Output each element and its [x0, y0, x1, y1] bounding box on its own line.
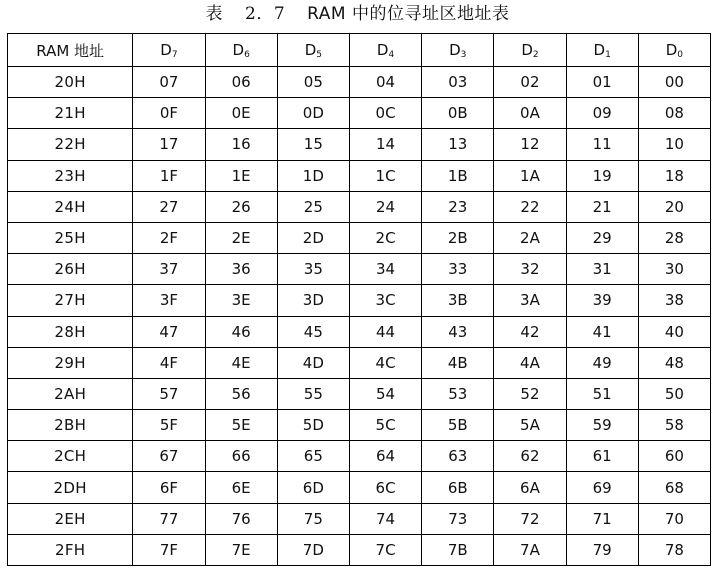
- bit-address-cell: 4B: [422, 347, 494, 378]
- header-bit-name: D: [449, 40, 461, 59]
- row-address: 2AH: [8, 378, 133, 409]
- bit-address-cell: 10: [638, 129, 710, 160]
- bit-address-cell: 43: [422, 316, 494, 347]
- bit-address-cell: 3D: [277, 285, 349, 316]
- header-bit-d0: [638, 34, 710, 67]
- header-bit-d6: [205, 34, 277, 67]
- bit-address-cell: 74: [349, 503, 421, 534]
- bit-address-cell: 32: [494, 254, 566, 285]
- bit-address-cell: 7A: [494, 534, 566, 565]
- bit-address-cell: 02: [494, 67, 566, 98]
- bit-address-cell: 42: [494, 316, 566, 347]
- bit-address-cell: 33: [422, 254, 494, 285]
- bit-address-cell: 03: [422, 67, 494, 98]
- row-address: 23H: [8, 160, 133, 191]
- row-address: 24H: [8, 191, 133, 222]
- table-row: [8, 285, 711, 316]
- header-bit-d4: [349, 34, 421, 67]
- bit-address-cell: 0D: [277, 98, 349, 129]
- row-address: 2BH: [8, 410, 133, 441]
- bit-address-cell: 37: [133, 254, 205, 285]
- bit-address-cell: 36: [205, 254, 277, 285]
- header-bit-sub: 4: [388, 49, 395, 60]
- table-body: [8, 67, 711, 566]
- bit-address-cell: 79: [566, 534, 638, 565]
- row-address: 26H: [8, 254, 133, 285]
- bit-address-cell: 30: [638, 254, 710, 285]
- header-bit-sub: 0: [677, 49, 684, 60]
- bit-address-cell: 56: [205, 378, 277, 409]
- bit-address-cell: 2B: [422, 222, 494, 253]
- header-row: [8, 34, 711, 67]
- table-row: [8, 347, 711, 378]
- bit-address-cell: 15: [277, 129, 349, 160]
- bit-address-cell: 2C: [349, 222, 421, 253]
- bit-address-cell: 72: [494, 503, 566, 534]
- bit-address-cell: 7E: [205, 534, 277, 565]
- bit-address-cell: 44: [349, 316, 421, 347]
- row-address: 28H: [8, 316, 133, 347]
- bit-address-cell: 14: [349, 129, 421, 160]
- bit-address-cell: 05: [277, 67, 349, 98]
- bit-address-cell: 5E: [205, 410, 277, 441]
- bit-address-cell: 27: [133, 191, 205, 222]
- bit-address-cell: 4D: [277, 347, 349, 378]
- caption-prefix: 表: [205, 4, 224, 24]
- bit-address-cell: 1F: [133, 160, 205, 191]
- header-bit-name: D: [160, 40, 172, 59]
- bit-address-cell: 4A: [494, 347, 566, 378]
- row-address: 2DH: [8, 472, 133, 503]
- caption-number: 2．7: [245, 4, 286, 24]
- bit-address-cell: 25: [277, 191, 349, 222]
- bit-address-cell: 6A: [494, 472, 566, 503]
- table-row: [8, 410, 711, 441]
- header-bit-sub: 7: [171, 49, 178, 60]
- header-bit-sub: 6: [244, 49, 250, 60]
- header-bit-name: D: [376, 40, 389, 59]
- bit-address-cell: 19: [566, 160, 638, 191]
- bit-address-cell: 0E: [205, 98, 277, 129]
- bit-address-cell: 59: [566, 410, 638, 441]
- table-row: [8, 441, 711, 472]
- row-address: 21H: [8, 98, 133, 129]
- bit-address-cell: 49: [566, 347, 638, 378]
- bit-address-cell: 38: [638, 285, 710, 316]
- bit-address-cell: 12: [494, 129, 566, 160]
- row-address: 20H: [8, 67, 133, 98]
- bit-address-cell: 1A: [494, 160, 566, 191]
- bit-address-cell: 17: [133, 129, 205, 160]
- bit-address-cell: 01: [566, 67, 638, 98]
- table-row: [8, 98, 711, 129]
- bit-address-cell: 7D: [277, 534, 349, 565]
- header-bit-sub: 3: [460, 49, 467, 60]
- bit-address-cell: 5D: [277, 410, 349, 441]
- bit-address-cell: 24: [349, 191, 421, 222]
- bit-address-cell: 60: [638, 441, 710, 472]
- table-row: [8, 222, 711, 253]
- bit-address-cell: 39: [566, 285, 638, 316]
- bit-address-cell: 4C: [349, 347, 421, 378]
- bit-address-cell: 5C: [349, 410, 421, 441]
- row-address: 27H: [8, 285, 133, 316]
- bit-address-cell: 46: [205, 316, 277, 347]
- bit-address-cell: 63: [422, 441, 494, 472]
- bit-address-cell: 70: [638, 503, 710, 534]
- bit-address-cell: 5A: [494, 410, 566, 441]
- bit-address-cell: 45: [277, 316, 349, 347]
- bit-address-cell: 11: [566, 129, 638, 160]
- bit-address-cell: 54: [349, 378, 421, 409]
- bit-address-cell: 07: [133, 67, 205, 98]
- bit-address-cell: 65: [277, 441, 349, 472]
- bit-address-cell: 29: [566, 222, 638, 253]
- bit-address-cell: 1D: [277, 160, 349, 191]
- table-row: [8, 472, 711, 503]
- row-address: 22H: [8, 129, 133, 160]
- bit-address-cell: 28: [638, 222, 710, 253]
- bit-address-cell: 67: [133, 441, 205, 472]
- table-row: [8, 129, 711, 160]
- bit-address-cell: 16: [205, 129, 277, 160]
- row-address: 25H: [8, 222, 133, 253]
- table-row: [8, 160, 711, 191]
- header-bit-sub: 5: [316, 49, 322, 60]
- bit-address-cell: 0B: [422, 98, 494, 129]
- bit-address-cell: 3E: [205, 285, 277, 316]
- row-address: 2EH: [8, 503, 133, 534]
- bit-address-cell: 0C: [349, 98, 421, 129]
- bit-address-cell: 40: [638, 316, 710, 347]
- bit-address-cell: 2A: [494, 222, 566, 253]
- bit-address-cell: 1C: [349, 160, 421, 191]
- bit-address-cell: 78: [638, 534, 710, 565]
- bit-address-cell: 5F: [133, 410, 205, 441]
- bit-address-cell: 20: [638, 191, 710, 222]
- bit-address-cell: 61: [566, 441, 638, 472]
- bit-address-cell: 09: [566, 98, 638, 129]
- bit-address-cell: 0F: [133, 98, 205, 129]
- bit-address-cell: 3C: [349, 285, 421, 316]
- bit-address-cell: 77: [133, 503, 205, 534]
- header-ram-address: RAM 地址: [8, 34, 133, 67]
- bit-address-cell: 3A: [494, 285, 566, 316]
- bit-address-cell: 2D: [277, 222, 349, 253]
- header-bit-sub: 1: [605, 49, 611, 60]
- header-bit-name: D: [593, 40, 606, 59]
- table-row: [8, 316, 711, 347]
- caption-ram: RAM: [307, 4, 347, 24]
- row-address: 2FH: [8, 534, 133, 565]
- bit-address-cell: 06: [205, 67, 277, 98]
- header-bit-d7: [133, 34, 205, 67]
- header-bit-d2: [494, 34, 566, 67]
- bit-address-cell: 75: [277, 503, 349, 534]
- bit-address-cell: 13: [422, 129, 494, 160]
- bit-address-cell: 64: [349, 441, 421, 472]
- header-bit-d3: [422, 34, 494, 67]
- bit-address-cell: 68: [638, 472, 710, 503]
- header-bit-d5: [277, 34, 349, 67]
- bit-address-cell: 57: [133, 378, 205, 409]
- bit-address-cell: 69: [566, 472, 638, 503]
- bit-address-cell: 5B: [422, 410, 494, 441]
- bit-address-cell: 7C: [349, 534, 421, 565]
- header-bit-name: D: [232, 40, 245, 59]
- bit-address-cell: 21: [566, 191, 638, 222]
- table-row: [8, 67, 711, 98]
- bit-address-cell: 18: [638, 160, 710, 191]
- bit-address-cell: 48: [638, 347, 710, 378]
- bit-address-cell: 62: [494, 441, 566, 472]
- bit-address-cell: 53: [422, 378, 494, 409]
- header-bit-name: D: [304, 40, 317, 59]
- bit-address-cell: 31: [566, 254, 638, 285]
- row-address: 2CH: [8, 441, 133, 472]
- bit-address-cell: 76: [205, 503, 277, 534]
- bit-address-cell: 52: [494, 378, 566, 409]
- bit-address-cell: 7F: [133, 534, 205, 565]
- bit-address-cell: 0A: [494, 98, 566, 129]
- bit-address-cell: 6C: [349, 472, 421, 503]
- bit-address-cell: 00: [638, 67, 710, 98]
- bit-address-cell: 6E: [205, 472, 277, 503]
- table-row: [8, 503, 711, 534]
- row-address: 29H: [8, 347, 133, 378]
- bit-address-cell: 58: [638, 410, 710, 441]
- bit-address-cell: 71: [566, 503, 638, 534]
- header-bit-sub: 2: [532, 49, 539, 60]
- table-row: [8, 191, 711, 222]
- bit-address-cell: 1E: [205, 160, 277, 191]
- bit-address-cell: 73: [422, 503, 494, 534]
- bit-address-cell: 51: [566, 378, 638, 409]
- bit-address-cell: 26: [205, 191, 277, 222]
- bit-address-cell: 6F: [133, 472, 205, 503]
- bit-address-cell: 47: [133, 316, 205, 347]
- bit-address-cell: 22: [494, 191, 566, 222]
- bit-address-cell: 1B: [422, 160, 494, 191]
- bit-address-cell: 2E: [205, 222, 277, 253]
- header-bit-d1: [566, 34, 638, 67]
- table-row: [8, 534, 711, 565]
- bit-address-cell: 6B: [422, 472, 494, 503]
- bit-address-cell: 7B: [422, 534, 494, 565]
- bit-address-cell: 35: [277, 254, 349, 285]
- bit-address-table: [7, 33, 711, 566]
- bit-address-cell: 2F: [133, 222, 205, 253]
- bit-address-cell: 4F: [133, 347, 205, 378]
- header-bit-name: D: [521, 40, 533, 59]
- bit-address-cell: 04: [349, 67, 421, 98]
- header-bit-name: D: [665, 40, 678, 59]
- bit-address-cell: 55: [277, 378, 349, 409]
- table-caption: [0, 0, 715, 30]
- bit-address-cell: 66: [205, 441, 277, 472]
- bit-address-cell: 6D: [277, 472, 349, 503]
- bit-address-cell: 4E: [205, 347, 277, 378]
- bit-address-cell: 08: [638, 98, 710, 129]
- bit-address-cell: 41: [566, 316, 638, 347]
- bit-address-cell: 50: [638, 378, 710, 409]
- caption-title: 中的位寻址区地址表: [351, 4, 510, 24]
- bit-address-cell: 3F: [133, 285, 205, 316]
- bit-address-cell: 3B: [422, 285, 494, 316]
- table-row: [8, 378, 711, 409]
- bit-address-cell: 23: [422, 191, 494, 222]
- table-row: [8, 254, 711, 285]
- bit-address-cell: 34: [349, 254, 421, 285]
